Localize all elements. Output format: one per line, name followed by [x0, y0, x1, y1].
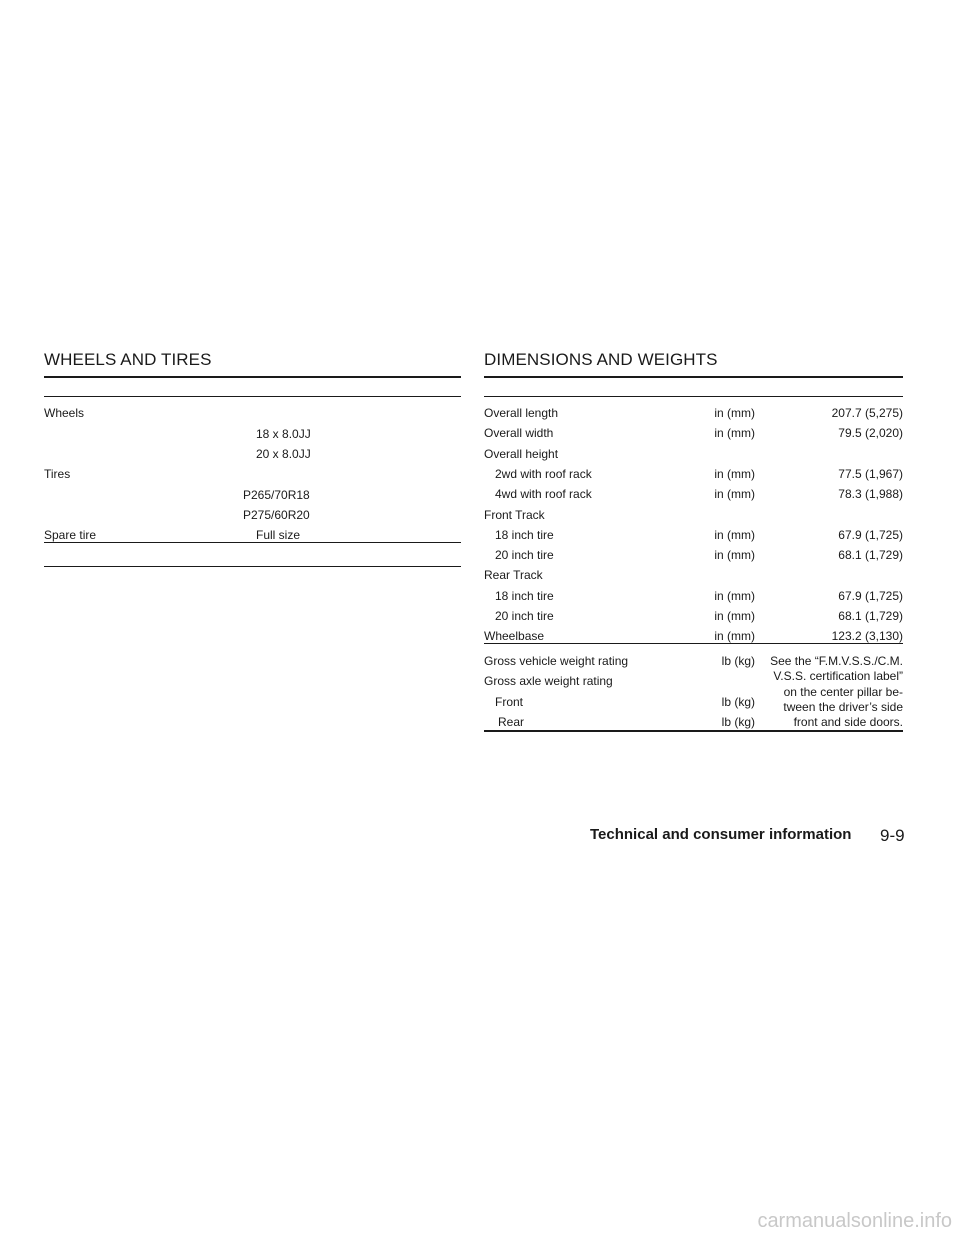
dimensions-weights-title: DIMENSIONS AND WEIGHTS — [484, 350, 718, 369]
dim-row-unit: in (mm) — [714, 589, 755, 603]
dim-row-unit: in (mm) — [714, 406, 755, 420]
dim-row-value: 207.7 (5,275) — [831, 406, 903, 420]
dim-row-value: 68.1 (1,729) — [838, 609, 903, 623]
tire-size: P275/60R20 — [243, 508, 310, 522]
footer-section-name: Technical and consumer information — [590, 826, 852, 843]
dimensions-table-top-rule — [484, 396, 903, 397]
weight-note-line: See the “F.M.V.S.S./C.M. — [770, 654, 903, 668]
wheels-table-bottom-rule — [44, 566, 461, 567]
dim-row-unit: in (mm) — [714, 467, 755, 481]
dim-row-label: Rear Track — [484, 568, 543, 582]
dim-row-label: Overall length — [484, 406, 559, 420]
weight-note-line: tween the driver’s side — [783, 700, 903, 714]
dim-row-label: 2wd with roof rack — [495, 467, 592, 481]
wheels-label: Wheels — [44, 406, 85, 420]
dim-row-value: 67.9 (1,725) — [838, 589, 903, 603]
dim-row-label: 4wd with roof rack — [495, 487, 592, 501]
dim-row-unit: in (mm) — [714, 528, 755, 542]
dimensions-table-mid-rule — [484, 643, 903, 644]
dim-row-label: 18 inch tire — [495, 589, 554, 603]
dim-row-label: Overall height — [484, 447, 559, 461]
gvwr-unit: lb (kg) — [721, 654, 755, 668]
wheels-table-top-rule — [44, 396, 461, 397]
dim-row-unit: in (mm) — [714, 548, 755, 562]
gawr-front-label: Front — [495, 695, 524, 709]
dim-row-unit: in (mm) — [714, 629, 755, 643]
weight-note-line: on the center pillar be- — [783, 685, 903, 699]
spare-tire-label: Spare tire — [44, 528, 97, 542]
wheel-size: 20 x 8.0JJ — [256, 447, 311, 461]
dim-row-unit: in (mm) — [714, 609, 755, 623]
dim-row-label: 20 inch tire — [495, 548, 554, 562]
weight-note-line: V.S.S. certification label” — [773, 669, 903, 683]
gawr-front-unit: lb (kg) — [721, 695, 755, 709]
tires-label: Tires — [44, 467, 71, 481]
dim-row-label: Wheelbase — [484, 629, 545, 643]
gawr-rear-unit: lb (kg) — [721, 715, 755, 729]
dim-row-label: 18 inch tire — [495, 528, 554, 542]
dim-row-value: 77.5 (1,967) — [838, 467, 903, 481]
watermark-text: carmanualsonline.info — [757, 1210, 952, 1232]
dimensions-title-rule — [484, 376, 903, 378]
dim-row-value: 79.5 (2,020) — [838, 426, 903, 440]
dim-row-value: 78.3 (1,988) — [838, 487, 903, 501]
dim-row-label: Front Track — [484, 508, 545, 522]
wheels-title-rule — [44, 376, 461, 378]
gawr-label: Gross axle weight rating — [484, 674, 613, 688]
gawr-rear-label: Rear — [498, 715, 525, 729]
wheels-table-mid-rule — [44, 542, 461, 543]
dim-row-value: 67.9 (1,725) — [838, 528, 903, 542]
tire-size: P265/70R18 — [243, 488, 310, 502]
gvwr-label: Gross vehicle weight rating — [484, 654, 629, 668]
dimensions-table-bottom-rule — [484, 730, 903, 732]
spare-tire-value: Full size — [256, 528, 301, 542]
weight-note-line: front and side doors. — [793, 715, 903, 729]
dim-row-unit: in (mm) — [714, 487, 755, 501]
dim-row-unit: in (mm) — [714, 426, 755, 440]
wheel-size: 18 x 8.0JJ — [256, 427, 311, 441]
dim-row-label: Overall width — [484, 426, 554, 440]
page-number: 9-9 — [880, 826, 905, 845]
dim-row-label: 20 inch tire — [495, 609, 554, 623]
wheels-tires-title: WHEELS AND TIRES — [44, 350, 212, 369]
dim-row-value: 123.2 (3,130) — [831, 629, 903, 643]
dim-row-value: 68.1 (1,729) — [838, 548, 903, 562]
